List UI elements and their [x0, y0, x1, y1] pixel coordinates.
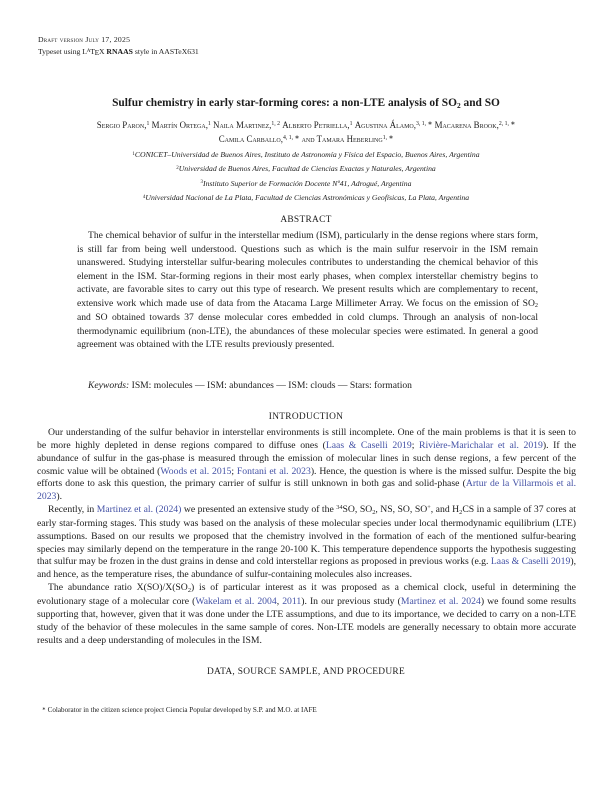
- text-run: Instituto Superior de Formación Docente Nº41, Adrogué, Argentina: [203, 178, 412, 188]
- text-run: 2: [456, 100, 461, 110]
- citation-link[interactable]: Martinez et al. (2024): [96, 504, 182, 516]
- text-run: Sulfur chemistry in early star-forming cores: a non-LTE analysis of SO: [112, 97, 457, 109]
- text-run: T: [90, 46, 95, 56]
- text-run: , NS, SO, SO: [375, 504, 428, 516]
- text-run: 2: [534, 302, 538, 310]
- text-run: ). If the abundance of sulfur in the gas-phase is measured through the emission of molecular lines in such dense regions, a few percent of the cosmic value will be obtained (: [37, 439, 577, 477]
- introduction-heading: INTRODUCTION: [268, 412, 344, 422]
- affiliation-3: [30, 178, 582, 192]
- affiliation-1: [30, 149, 582, 163]
- text-run: 3, 1, ∗: [415, 121, 433, 128]
- author-list: [40, 120, 572, 147]
- text-run: 1: [349, 121, 353, 128]
- introduction-paragraph-2: [37, 504, 576, 582]
- typeset-line: [38, 46, 199, 60]
- text-run: Colaborator in the citizen science project Ciencia Popular developed by S.P. and M.O. at IAFE: [45, 706, 317, 714]
- text-run: X: [98, 46, 107, 56]
- text-run: 1, ∗: [382, 135, 394, 141]
- citation-link[interactable]: 2011: [282, 595, 302, 607]
- text-run: 2, 1, ∗: [498, 121, 516, 128]
- text-run: Universidad Nacional de La Plata, Facultad de Ciencias Astronómicas y Geofísicas, La Plata, Argentina: [145, 192, 470, 202]
- citation-link[interactable]: Laas & Caselli 2019: [325, 439, 412, 451]
- text-run: 4: [142, 194, 146, 200]
- text-run: SO, SO: [342, 504, 373, 516]
- text-run: Typeset using L: [38, 46, 87, 56]
- text-run: The chemical behavior of sulfur in the interstellar medium (ISM), particularly in the dense regions where stars form, is still far from being well understood. Questions such as which is the main sulfur reservoir in the ISM remain unanswered. Studying interstellar sulfur-bearing molecules contributes to understanding the chemical behavior of this element in the ISM. Star-forming regions in their most early phases, when complex interstellar chemistry begins to activate, are favorable sites to carry out this type of research. We present results which are complementary to recent, extensive work which made use of data from the Atacama Large Millimeter Array. We focus on the emission of SO: [77, 230, 538, 309]
- text-run: style in AASTeX631: [132, 46, 199, 56]
- text-run: 2: [187, 586, 191, 594]
- paper-title: [55, 97, 557, 111]
- text-run: ∗: [42, 705, 46, 711]
- citation-link[interactable]: Laas & Caselli 2019: [490, 556, 571, 568]
- text-run: +: [427, 504, 431, 512]
- abstract-heading: ABSTRACT: [280, 215, 332, 225]
- text-run: 2: [372, 508, 376, 516]
- text-run: Universidad de Buenos Aires, Facultad de Ciencias Exactas y Naturales, Argentina: [178, 164, 436, 174]
- data-section-heading: DATA, SOURCE SAMPLE, AND PROCEDURE: [206, 667, 405, 677]
- affiliation-2: [30, 163, 582, 177]
- text-run: we presented an extensive study of the: [181, 504, 337, 516]
- text-run: Macarena Brook,: [434, 120, 499, 130]
- citation-link[interactable]: Wakelam et al. 2004: [195, 595, 277, 607]
- text-run: , and H: [430, 504, 460, 516]
- text-run: ), and hence, as the temperature rises, the abundance of sulfur-containing molecules also increases.: [37, 556, 576, 581]
- text-run: A: [86, 48, 91, 55]
- text-run: ,: [276, 595, 283, 607]
- text-run: Naila Martinez,: [213, 120, 272, 130]
- text-run: 2: [176, 166, 179, 172]
- introduction-body: [37, 427, 576, 647]
- citation-link[interactable]: Fontani et al. 2023: [236, 465, 311, 477]
- text-run: CS in a sample of 37 cores at early star-forming stages. This study was based on the analysis of these molecular species under local thermodynamic equilibrium (LTE) assumptions. Based on our results we proposed that the chemistry involved in the formation of each of the mentioned sulfur-bearing species may similarly depend on the temperature in the range 20-100 K. This temperature dependence supports the hypothesis suggesting that sulfur may be frozen in the dust grains in dense and cold interstellar regions as proposed in previous works (e.g.: [37, 504, 576, 568]
- text-run: ;: [411, 439, 420, 451]
- text-run: 34: [336, 504, 343, 512]
- author-footnote: [42, 706, 542, 715]
- text-run: ). Hence, the question is where is the missed sulfur. Despite the big efforts done to ask this question, the primary carrier of sulfur is still unknown in both gas and solid-phase (: [37, 465, 576, 490]
- text-run: 1, 2: [271, 121, 281, 128]
- text-run: Alberto Petriella,: [282, 120, 350, 130]
- text-run: and: [299, 133, 317, 144]
- keywords-line: [88, 380, 540, 391]
- abstract-text: [77, 229, 538, 352]
- draft-header: [38, 34, 199, 59]
- text-run: Agustina Álamo,: [354, 120, 416, 130]
- text-run: Recently, in: [48, 504, 97, 516]
- draft-version-line: Draft version July 17, 2025: [38, 35, 131, 44]
- text-run: and SO obtained towards 37 dense molecular cores embedded in cold clumps. Through an analysis of non-local thermodynamic equilibrium (non-LTE), the abundances of these molecular species were estimated. In general a good agreement was obtained with the LTE results previously presented.: [77, 312, 538, 350]
- text-run: ISM: molecules — ISM: abundances — ISM: clouds — Stars: formation: [131, 380, 412, 391]
- affiliation-list: [30, 149, 582, 206]
- text-run: ) we found some results supporting that, however, given that it was done under the LTE assumptions, and due to its importance, we decided to carry on a non-LTE study of the behavior of these molecules in the same sample of cores. Non-LTE models are generally necessary to obtain more accurate results and a deep understanding of molecules in the ISM.: [37, 595, 576, 646]
- text-run: 1: [207, 121, 211, 128]
- introduction-paragraph-3: [37, 582, 576, 647]
- text-run: ). In our previous study (: [301, 595, 401, 607]
- text-run: RNAAS: [106, 46, 133, 56]
- citation-link[interactable]: Woods et al. 2015: [160, 465, 232, 477]
- text-run: and SO: [460, 97, 500, 109]
- citation-link[interactable]: Artur de la Villarmois et al. 2023: [37, 478, 576, 503]
- introduction-paragraph-1: [37, 427, 576, 504]
- text-run: 1: [146, 121, 150, 128]
- text-run: Martín Ortega,: [151, 120, 208, 130]
- citation-link[interactable]: Martinez et al. 2024: [400, 595, 481, 607]
- citation-link[interactable]: Rivière-Marichalar et al. 2019: [419, 439, 543, 451]
- text-run: CONICET–Universidad de Buenos Aires, Instituto de Astronomía y Física del Espacio, Buenos Aires, Argentina: [134, 150, 480, 159]
- text-run: Keywords:: [88, 380, 132, 391]
- text-run: Our understanding of the sulfur behavior in interstellar environments is still incomplete. One of the main problems is that it is seen to be more highly depleted in dense regions compared to diffuse ones (: [37, 427, 576, 451]
- text-run: E: [94, 48, 100, 58]
- text-run: 1: [132, 151, 135, 157]
- text-run: Tamara Heberling: [316, 133, 383, 144]
- text-run: Camila Carballo,: [218, 133, 283, 144]
- text-run: 3: [200, 180, 204, 186]
- text-run: 4, 1, ∗: [282, 135, 300, 141]
- text-run: ) is of particular interest as it was proposed as a chemical clock, useful in determining the evolutionary stage of a molecular core (: [37, 582, 576, 607]
- text-run: The abundance ratio X(SO)/X(SO: [48, 582, 188, 594]
- text-run: ;: [231, 465, 237, 477]
- text-run: ).: [56, 491, 63, 503]
- text-run: 2: [459, 508, 463, 516]
- affiliation-4: [30, 192, 582, 206]
- text-run: Sergio Paron,: [96, 120, 147, 130]
